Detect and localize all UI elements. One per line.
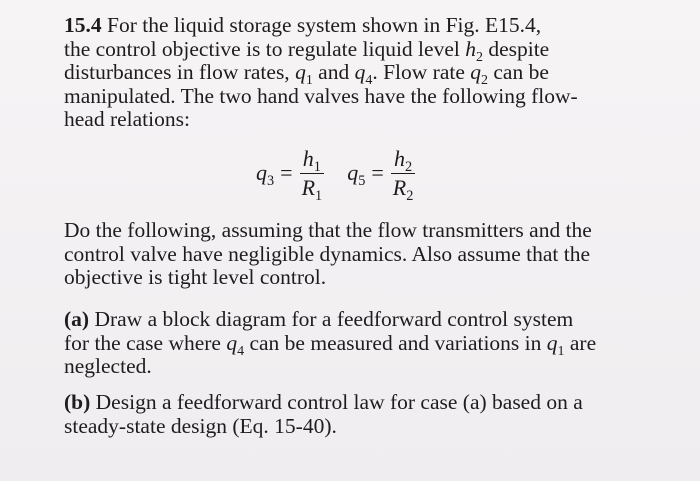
- problem-text: . Flow rate: [372, 60, 471, 84]
- part-a-text: are: [564, 330, 597, 355]
- fraction-h1-R1: [299, 145, 326, 204]
- part-b-line-2: steady-state design (Eq. 15-40).: [64, 413, 337, 438]
- numerator-h2: $h_2$: [391, 147, 415, 174]
- instructions-line-2: control valve have negligible dynamics. Also assume that the: [64, 241, 591, 266]
- problem-text: For the liquid storage system shown in Fig. E15.4,: [107, 13, 542, 37]
- denominator-R2: $R_2$: [392, 174, 414, 204]
- eq-lhs-q5: $q_5$: [347, 160, 366, 189]
- problem-text: and: [312, 60, 355, 84]
- instructions-line-3: objective is tight level control.: [64, 265, 327, 289]
- var-h2: $h_2$: [465, 36, 483, 65]
- var-q2: $q_2$: [470, 60, 488, 88]
- problem-text: can be: [488, 60, 549, 84]
- problem-line-4: manipulated. The two hand valves have the following flow-: [64, 83, 578, 108]
- equation-q5: [347, 145, 416, 204]
- problem-line-1: [64, 14, 684, 38]
- equation-q3: [256, 145, 325, 204]
- instructions-line-1: Do the following, assuming that the flow transmitters and the: [64, 218, 592, 242]
- problem-text: despite: [482, 36, 550, 61]
- var-q1: $q_1$: [295, 60, 313, 88]
- fraction-h2-R2: [390, 145, 417, 204]
- var-q4: $q_4$: [226, 330, 245, 359]
- part-a-text: for the case where: [64, 330, 227, 355]
- part-a-text: can be measured and variations in: [244, 330, 547, 355]
- problem-line-5: head relations:: [64, 107, 190, 131]
- equals-sign: =: [371, 160, 384, 185]
- equals-sign: =: [280, 160, 293, 185]
- part-a-line-3: neglected.: [64, 354, 152, 378]
- var-q1: $q_1$: [546, 330, 565, 359]
- part-a-line-1: [64, 308, 684, 332]
- part-b: [64, 391, 684, 438]
- part-b-text: Design a feedforward control law for case (a) based on a: [90, 390, 583, 414]
- problem-text: disturbances in flow rates,: [64, 60, 296, 84]
- part-b-line-1: [64, 391, 684, 415]
- part-a-line-2: [64, 330, 684, 359]
- part-a-text: Draw a block diagram for a feedforward control system: [89, 307, 574, 331]
- valve-equations: [256, 143, 438, 203]
- var-q4: $q_4$: [354, 60, 373, 88]
- problem-line-2: [64, 36, 684, 65]
- problem-line-3: [64, 60, 684, 88]
- numerator-h1: $h_1$: [300, 147, 324, 174]
- part-b-label: (b): [64, 390, 91, 414]
- eq-lhs-q3: $q_3$: [256, 160, 275, 189]
- part-a-label: (a): [64, 307, 90, 331]
- instructions-paragraph: [64, 219, 684, 290]
- denominator-R1: $R_1$: [301, 174, 323, 204]
- problem-statement: [64, 14, 684, 132]
- problem-number: 15.4: [64, 13, 102, 37]
- problem-text: the control objective is to regulate liquid level: [64, 36, 466, 61]
- part-a: [64, 308, 684, 379]
